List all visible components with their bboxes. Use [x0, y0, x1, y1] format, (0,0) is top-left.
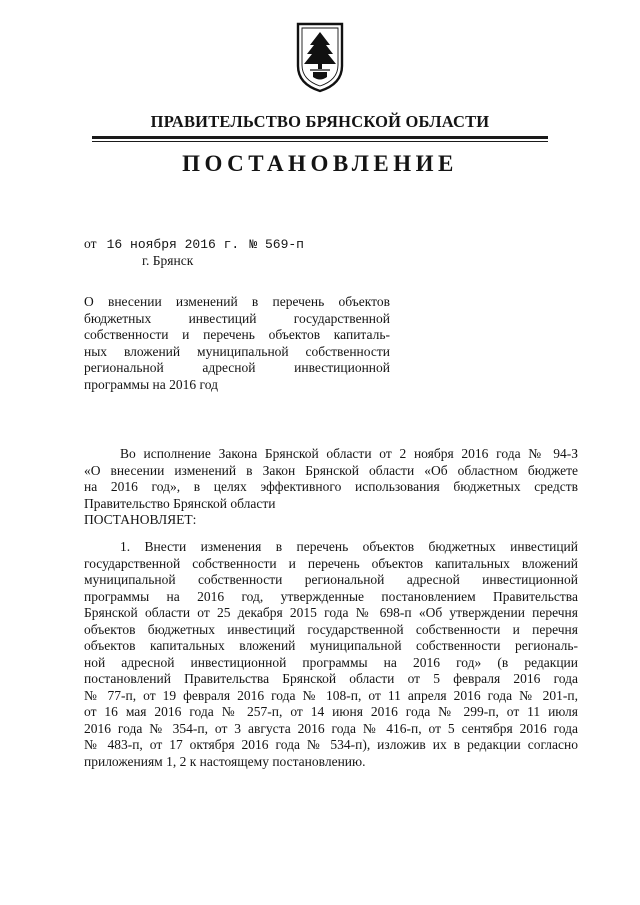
subject-line: программы на 2016 год: [84, 376, 218, 392]
preamble-line: Правительство Брянской области: [84, 495, 276, 511]
clause-line: ной адресной инвестиционной программы на 2016 год» (в редакции: [84, 654, 578, 670]
clause-line: объектов капитальных вложений муниципальной собственности региональ-: [84, 638, 578, 653]
clause-line: 1. Внести изменения в перечень объектов бюджетных инвестиций: [120, 539, 578, 554]
resolves-heading: ПОСТАНОВЛЯЕТ:: [84, 512, 197, 527]
organization-title: ПРАВИТЕЛЬСТВО БРЯНСКОЙ ОБЛАСТИ: [150, 112, 490, 131]
bryansk-coat-of-arms-icon: [294, 20, 346, 94]
subject-line: ных вложений муниципальной собственности: [84, 343, 390, 359]
clause-line: программы на 2016 год, утвержденные постановлением Правительства: [84, 588, 578, 604]
date-prefix: от: [84, 236, 97, 251]
clause-line: государственной собственности и перечень объектов капитальных вложений: [84, 555, 578, 571]
clause-1-paragraph: [84, 539, 578, 770]
header-divider-thick: [92, 136, 548, 139]
subject-line: региональной адресной инвестиционной: [84, 360, 390, 375]
date-number-line: [84, 236, 304, 252]
clause-line: Брянской области от 25 декабря 2015 года № 698-п «Об утверждении перечня: [84, 605, 578, 620]
decree-subject: [84, 294, 390, 393]
clause-line: № 77-п, от 19 февраля 2016 года № 108-п, от 11 апреля 2016 года № 201-п,: [84, 687, 578, 703]
clause-line: муниципальной собственности региональной адресной инвестиционной: [84, 572, 578, 587]
subject-line: собственности и перечень объектов капиталь-: [84, 327, 390, 342]
decree-number: № 569-п: [249, 237, 304, 252]
clause-line: объектов бюджетных инвестиций государственной собственности и перечня: [84, 621, 578, 637]
clause-line: приложениям 1, 2 к настоящему постановлению.: [84, 753, 366, 769]
decree-date: 16 ноября 2016 г.: [106, 237, 240, 252]
clause-line: постановлений Правительства Брянской области от 5 февраля 2016 года: [84, 671, 578, 686]
subject-line: бюджетных инвестиций государственной: [84, 310, 390, 326]
preamble-line: «О внесении изменений в Закон Брянской области «Об областном бюджете: [84, 462, 578, 478]
header-divider-thin: [92, 141, 548, 142]
clause-line: от 16 мая 2016 года № 257-п, от 14 июня 2016 года № 299-п, от 11 июля: [84, 704, 578, 719]
city: г. Брянск: [142, 253, 194, 268]
preamble-line: Во исполнение Закона Брянской области от 2 ноября 2016 года № 94-З: [120, 446, 578, 461]
subject-line: О внесении изменений в перечень объектов: [84, 294, 390, 309]
clause-line: № 483-п, от 17 октября 2016 года № 534-п), изложив их в редакции согласно: [84, 737, 578, 752]
preamble-paragraph: [84, 446, 578, 529]
clause-line: 2016 года № 354-п, от 3 августа 2016 года № 416-п, от 5 сентября 2016 года: [84, 720, 578, 736]
preamble-line: на 2016 год», в целях эффективного использования бюджетных средств: [84, 479, 578, 494]
document-type-title: ПОСТАНОВЛЕНИЕ: [182, 151, 458, 176]
